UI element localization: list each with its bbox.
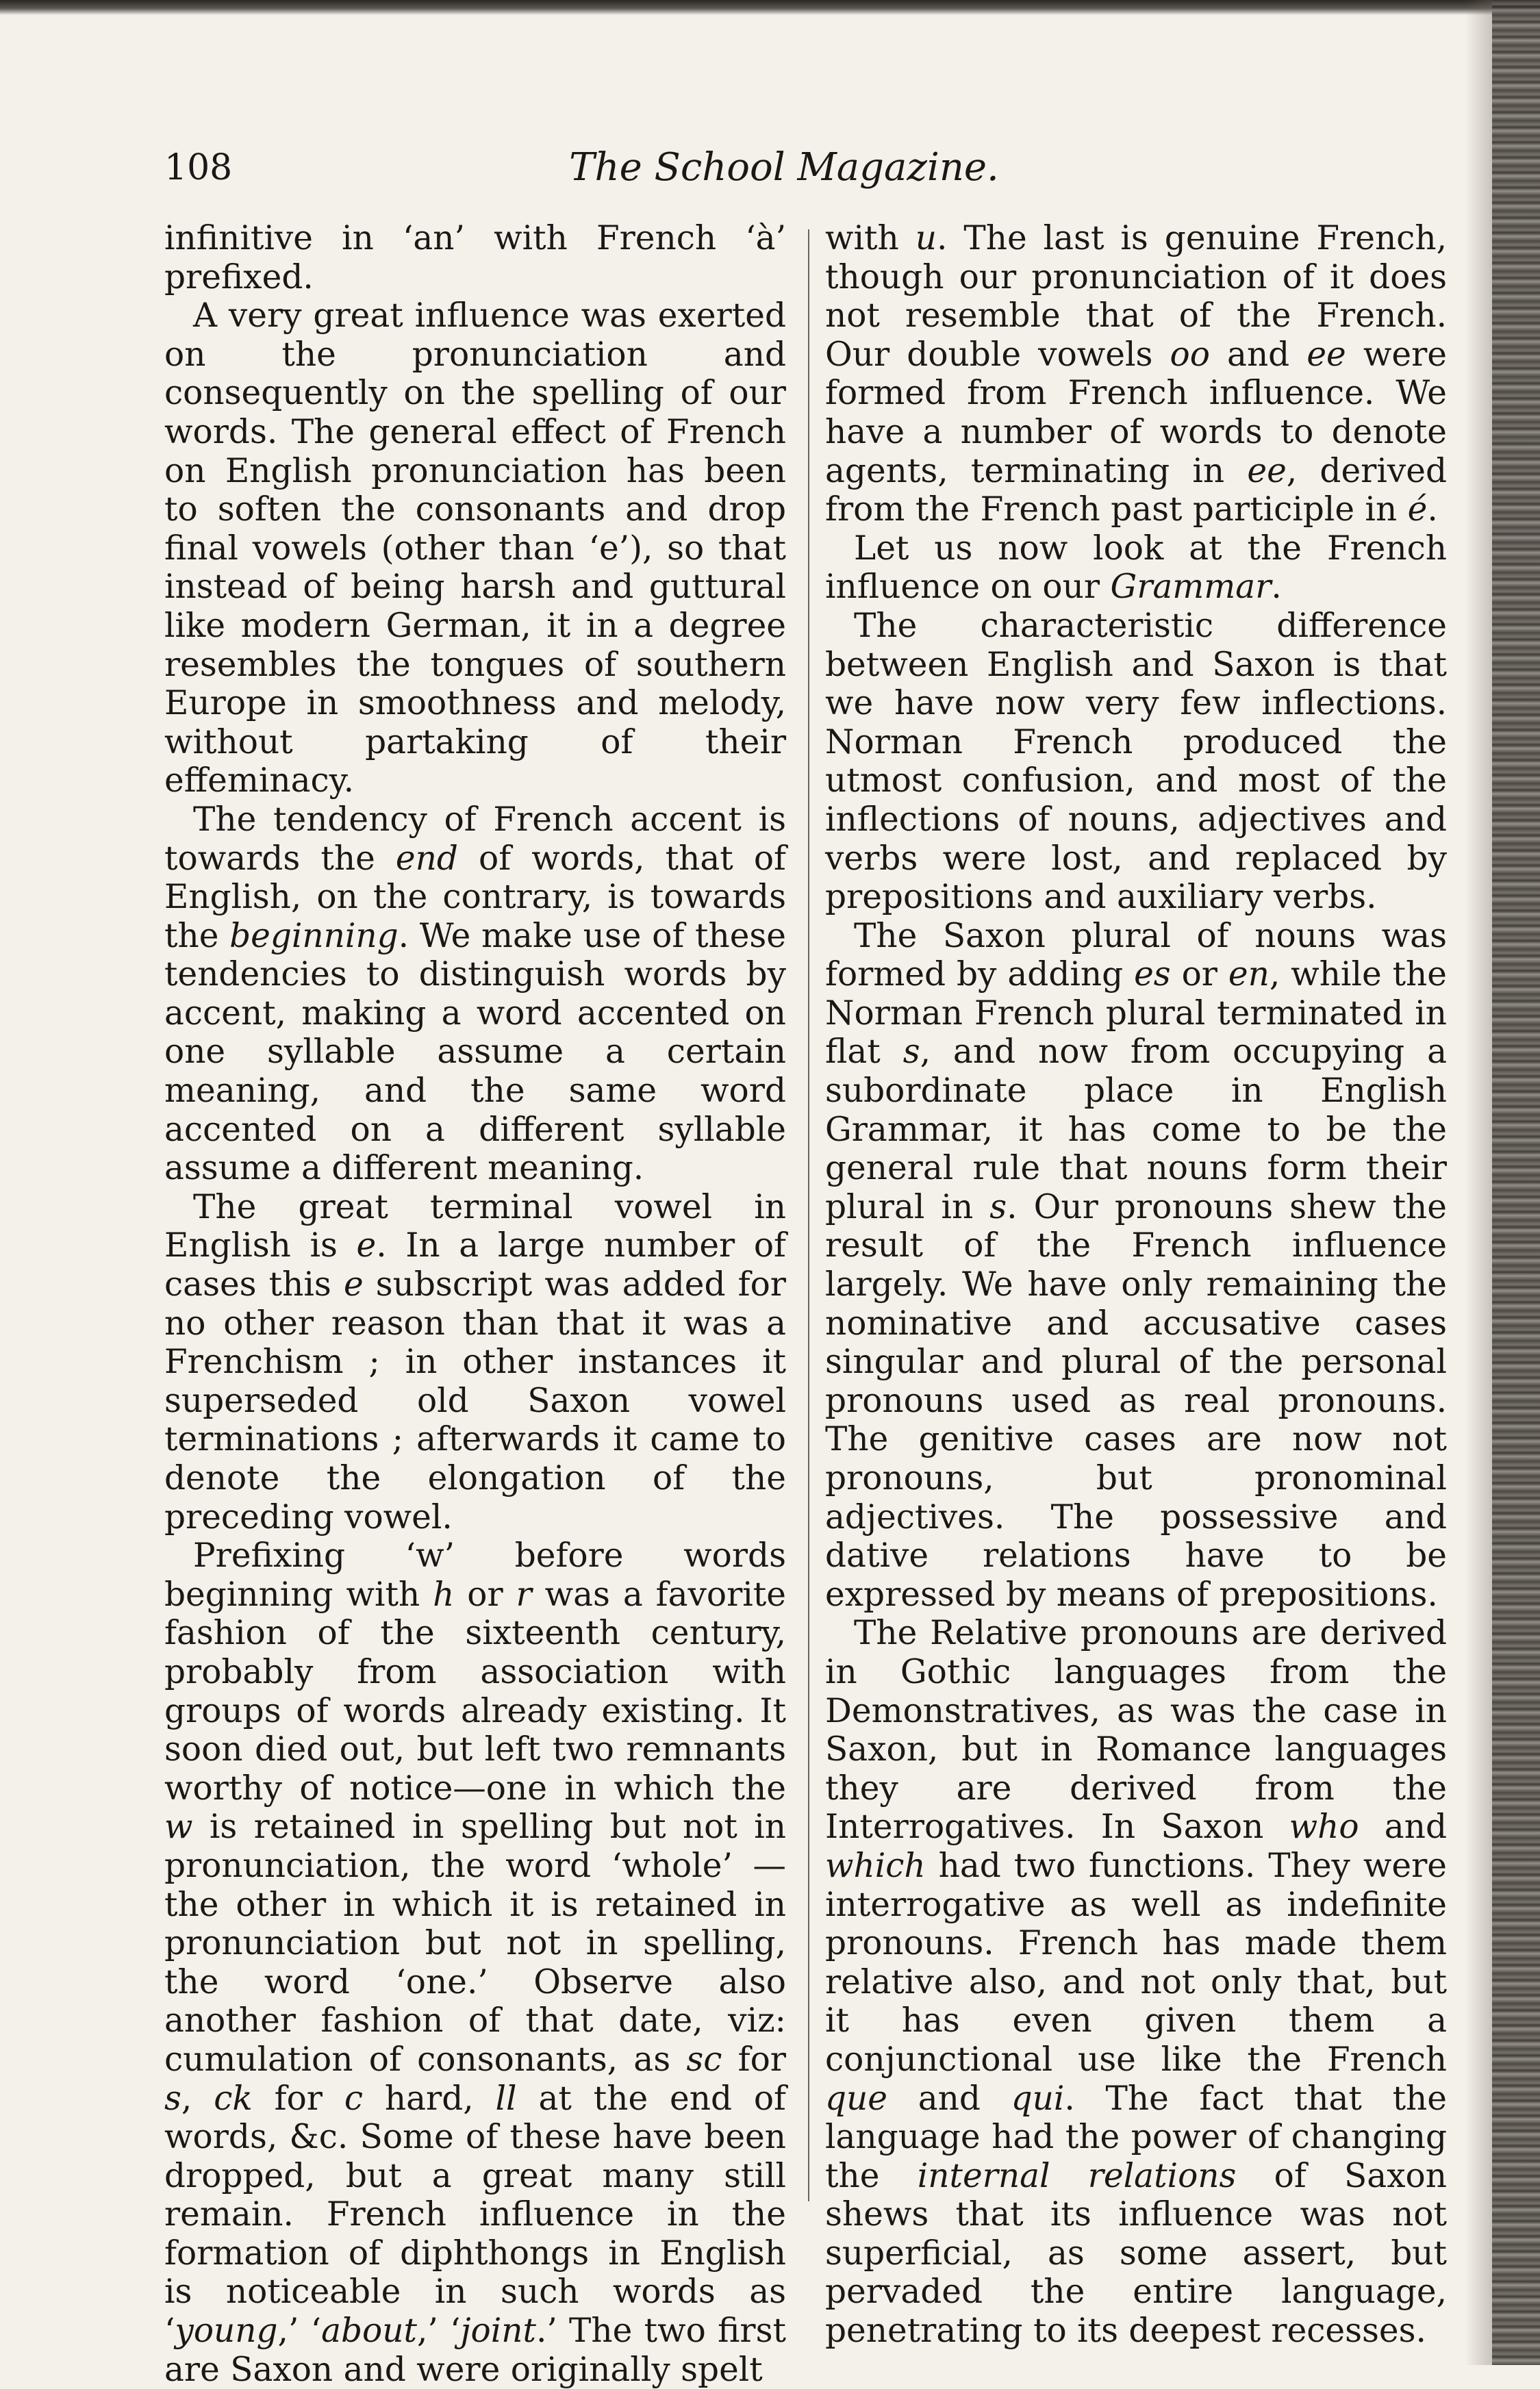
italic-text: who bbox=[1289, 1808, 1359, 1847]
text-run: . The fact that the language had the power of changing the bbox=[825, 2079, 1447, 2195]
italic-text: que bbox=[825, 2079, 887, 2118]
italic-text: oo bbox=[1170, 335, 1210, 374]
text-run: for bbox=[722, 2040, 786, 2079]
italic-text: ee bbox=[1307, 335, 1346, 374]
text-run: . Our pronouns shew the result of the French influence largely. We have only remaining the nominative and accusative cases singular and plural of the personal pronouns used as real pronouns. The genitive cases are now not pronouns, but pronominal adjectives. The possessive and dative relations have to be expressed by means of prepositions. bbox=[825, 1187, 1447, 1614]
italic-text: c bbox=[344, 2079, 363, 2118]
italic-text: e bbox=[343, 1265, 364, 1304]
paragraph bbox=[825, 607, 1447, 917]
text-run: or bbox=[454, 1575, 516, 1614]
italic-text: about bbox=[321, 2312, 417, 2351]
paragraph bbox=[825, 1614, 1447, 2350]
italic-text: young bbox=[175, 2312, 278, 2351]
paragraph bbox=[825, 219, 1447, 529]
paragraph bbox=[825, 917, 1447, 1615]
paragraph bbox=[164, 800, 786, 1188]
italic-text: s bbox=[164, 2079, 181, 2118]
text-run: The Relative pronouns are derived in Gothic languages from the Demonstratives, as was the case in Saxon, but in Romance languages they are derived from the Interrogatives. In Saxon bbox=[825, 1614, 1447, 1847]
text-run: A very great influence was exerted on the pronunciation and consequently on the spelling of our words. The general effect of French on English pronunciation has been to soften the consonants and drop final vowels (other than ‘e’), so that instead of being harsh and guttural like modern German, it in a degree resembles the tongues of southern Europe in smoothness and melody, without partaking of their effeminacy. bbox=[164, 296, 786, 800]
italic-text: which bbox=[825, 1846, 926, 1885]
italic-text: Grammar bbox=[1110, 568, 1272, 607]
italic-text: s bbox=[989, 1187, 1007, 1226]
page-spine-shadow bbox=[1465, 0, 1492, 2365]
text-run: subscript was added for no other reason than that it was a Frenchism ; in other instances it superseded old Saxon vowel terminations ; afterwards it came to denote the elongation of the preceding vowel. bbox=[164, 1265, 786, 1537]
italic-text: internal relations bbox=[917, 2156, 1237, 2195]
text-run: , derived from the French past participle in bbox=[825, 451, 1447, 529]
italic-text: ee bbox=[1247, 451, 1287, 490]
paragraph bbox=[164, 1537, 786, 2389]
text-run: .’ The two first are Saxon and were originally spelt bbox=[164, 2312, 786, 2389]
italic-text: h bbox=[433, 1575, 455, 1614]
text-run: . bbox=[1427, 490, 1438, 529]
page-header bbox=[164, 140, 1404, 195]
text-run: of words, that of English, on the contrary, is towards the bbox=[164, 839, 786, 955]
text-run: Let us now look at the French influence on our bbox=[825, 529, 1447, 607]
page-top-edge-shadow bbox=[0, 0, 1540, 15]
column-divider bbox=[808, 229, 809, 2201]
text-run: hard, bbox=[363, 2079, 496, 2118]
text-run: at the end of words, &c. Some of these have been dropped, but a great many still remain. French influence in the formation of diphthongs in English is noticeable in such words as ‘ bbox=[164, 2079, 787, 2351]
text-run: ,’ ‘ bbox=[416, 2312, 461, 2351]
text-run: had two functions. They were interrogative as well as indefinite pronouns. French has made them relative also, and not only that, but it has even given them a conjunctional use like the French bbox=[825, 1846, 1447, 2079]
italic-text: qui bbox=[1011, 2079, 1065, 2118]
text-run: . bbox=[1271, 568, 1282, 607]
text-run: . In a large number of cases this bbox=[164, 1226, 786, 1304]
text-run: was a favorite fashion of the sixteenth century, probably from association with groups of words already existing. It soon died out, but left two remnants worthy of notice—one in which the bbox=[164, 1575, 786, 1808]
italic-text: beginning bbox=[229, 916, 399, 955]
italic-text: r bbox=[516, 1575, 532, 1614]
italic-text: é bbox=[1407, 490, 1428, 529]
text-run: of Saxon shews that its influence was not superficial, as some assert, but pervaded the entire language, penetrating to its deepest recesses. bbox=[825, 2156, 1447, 2351]
italic-text: end bbox=[395, 839, 458, 878]
text-run: infinitive in ‘an’ with French ‘à’ prefixed. bbox=[164, 219, 786, 296]
italic-text: en bbox=[1228, 955, 1270, 994]
left-column bbox=[164, 219, 786, 2389]
text-run: or bbox=[1170, 955, 1228, 994]
text-run: , while the Norman French plural terminated in flat bbox=[825, 955, 1447, 1072]
text-run: The characteristic difference between English and Saxon is that we have now very few inflections. Norman French produced the utmost confusion, and most of the inflections of nouns, adjectives and verbs were lost, and replaced by prepositions and auxiliary verbs. bbox=[825, 606, 1447, 917]
paragraph bbox=[164, 296, 786, 800]
text-run: The great terminal vowel in English is bbox=[164, 1187, 786, 1265]
italic-text: ck bbox=[214, 2079, 253, 2118]
italic-text: joint bbox=[460, 2312, 536, 2351]
text-run: Prefixing ‘w’ before words beginning with bbox=[164, 1537, 786, 1614]
text-run: for bbox=[252, 2079, 344, 2118]
italic-text: u bbox=[915, 219, 937, 257]
text-run: and bbox=[1359, 1808, 1447, 1847]
paragraph bbox=[164, 219, 786, 296]
text-run: is retained in spelling but not in pronunciation, the word ‘whole’ —the other in which it is retained in pronunciation but not in spelling, the word ‘one.’ Observe also another fashion of that date, viz: cumulation of consonants, as bbox=[164, 1808, 786, 2079]
text-run: The Saxon plural of nouns was formed by adding bbox=[825, 916, 1447, 994]
text-run: were formed from French influence. We have a number of words to denote agents, terminating in bbox=[825, 335, 1447, 490]
italic-text: e bbox=[356, 1226, 377, 1265]
text-run: and bbox=[1209, 335, 1307, 374]
page-number: 108 bbox=[164, 147, 233, 188]
text-run: and bbox=[887, 2079, 1011, 2118]
italic-text: es bbox=[1134, 955, 1171, 994]
text-run: The tendency of French accent is towards the bbox=[164, 800, 786, 878]
paragraph bbox=[825, 529, 1447, 607]
text-run: . The last is genuine French, though our pronunciation of it does not resemble that of the French. Our double vowels bbox=[825, 219, 1448, 374]
italic-text: w bbox=[164, 1808, 193, 1847]
paragraph bbox=[164, 1188, 786, 1537]
text-run: , and now from occupying a subordinate place in English Grammar, it has come to be the general rule that nouns form their plural in bbox=[825, 1033, 1448, 1226]
text-run: , bbox=[181, 2079, 214, 2118]
text-run: with bbox=[825, 219, 916, 257]
italic-text: sc bbox=[686, 2040, 722, 2079]
text-run: . We make use of these tendencies to distinguish words by accent, making a word accented on one syllable assume a certain meaning, and the same word accented on a different syllable assume a different meaning. bbox=[164, 916, 786, 1188]
running-title: The School Magazine. bbox=[569, 145, 999, 190]
italic-text: s bbox=[902, 1033, 920, 1072]
right-column bbox=[825, 219, 1447, 2351]
page-binding-edge bbox=[1492, 0, 1540, 2365]
italic-text: ll bbox=[495, 2079, 517, 2118]
text-run: ,’ ‘ bbox=[277, 2312, 322, 2351]
